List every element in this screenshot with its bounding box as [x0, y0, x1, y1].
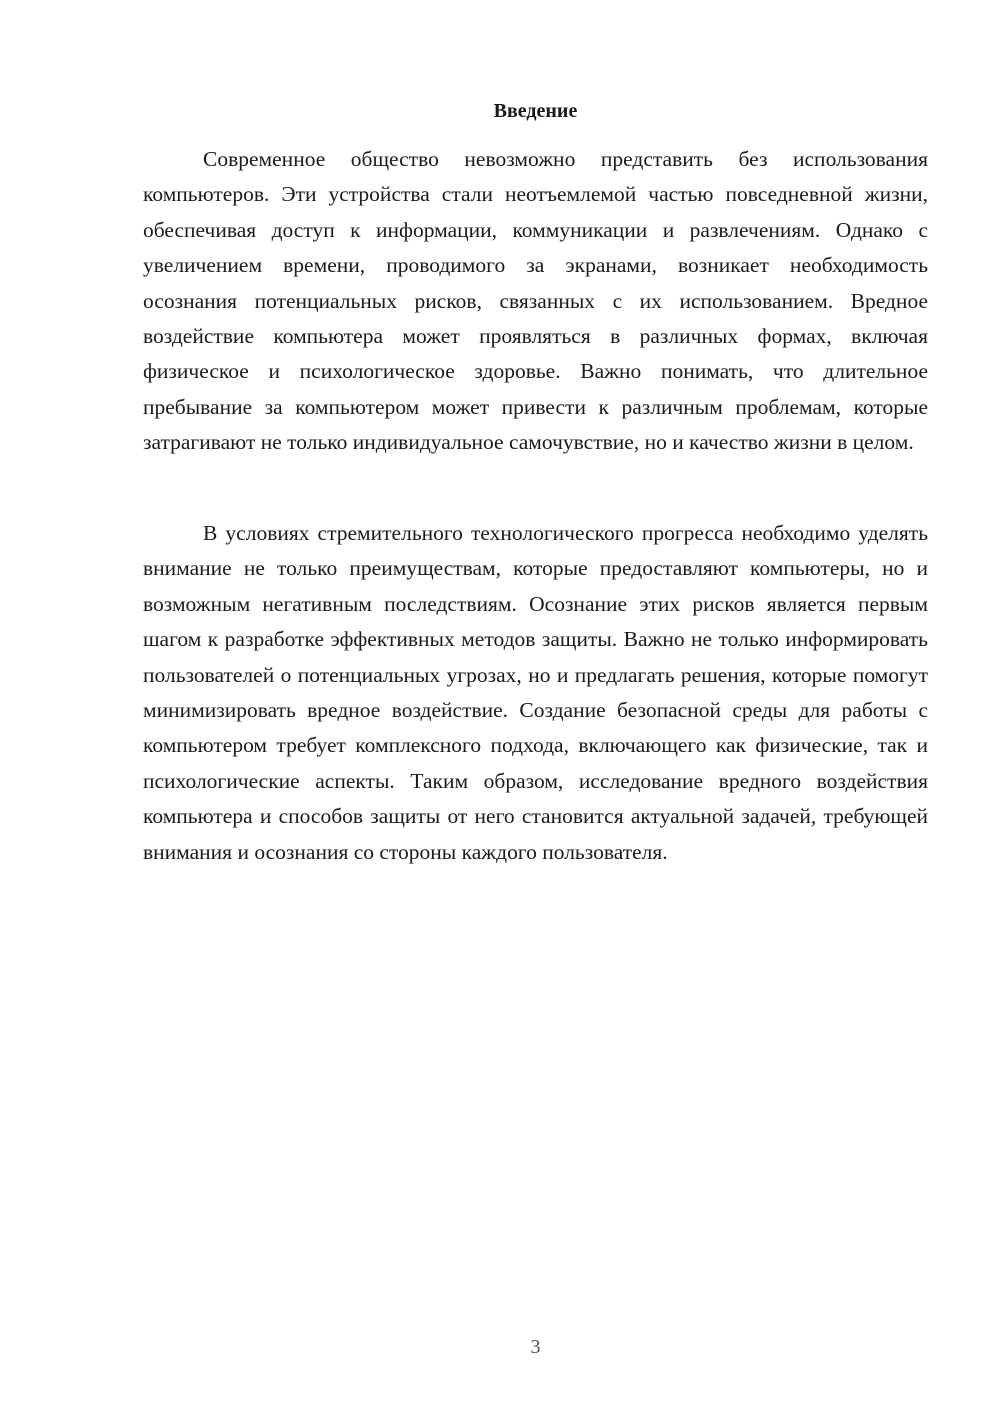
page-number: 3 — [530, 1336, 541, 1358]
paragraph-introduction-2: В условиях стремительного технологического прогресса необходимо уделять внимание не только преимуществам, которые предоставляют компьютеры, но и возможным негативным последствиям. Осознание этих рисков является первым шагом к разработке эффективных методов защиты. Важно не только информировать пользователей о потенциальных угрозах, но и предлагать решения, которые помогут минимизировать вредное воздействие. Создание безопасной среды для работы с компьютером требует комплексного подхода, включающего как физические, так и психологические аспекты. Таким образом, исследование вредного воздействия компьютера и способов защиты от него становится актуальной задачей, требующей внимания и осознания со стороны каждого пользователя. — [143, 521, 928, 864]
section-title: Введение — [493, 100, 578, 122]
paragraph-introduction-1: Современное общество невозможно представить без использования компьютеров. Эти устройства стали неотъемлемой частью повседневной жизни, обеспечивая доступ к информации, коммуникации и развлечениям. Однако с увеличением времени, проводимого за экранами, возникает необходимость осознания потенциальных рисков, связанных с их использованием. Вредное воздействие компьютера может проявляться в различных формах, включая физическое и психологическое здоровье. Важно понимать, что длительное пребывание за компьютером может привести к различным проблемам, которые затрагивают не только индивидуальное самочувствие, но и качество жизни в целом. — [143, 147, 928, 455]
